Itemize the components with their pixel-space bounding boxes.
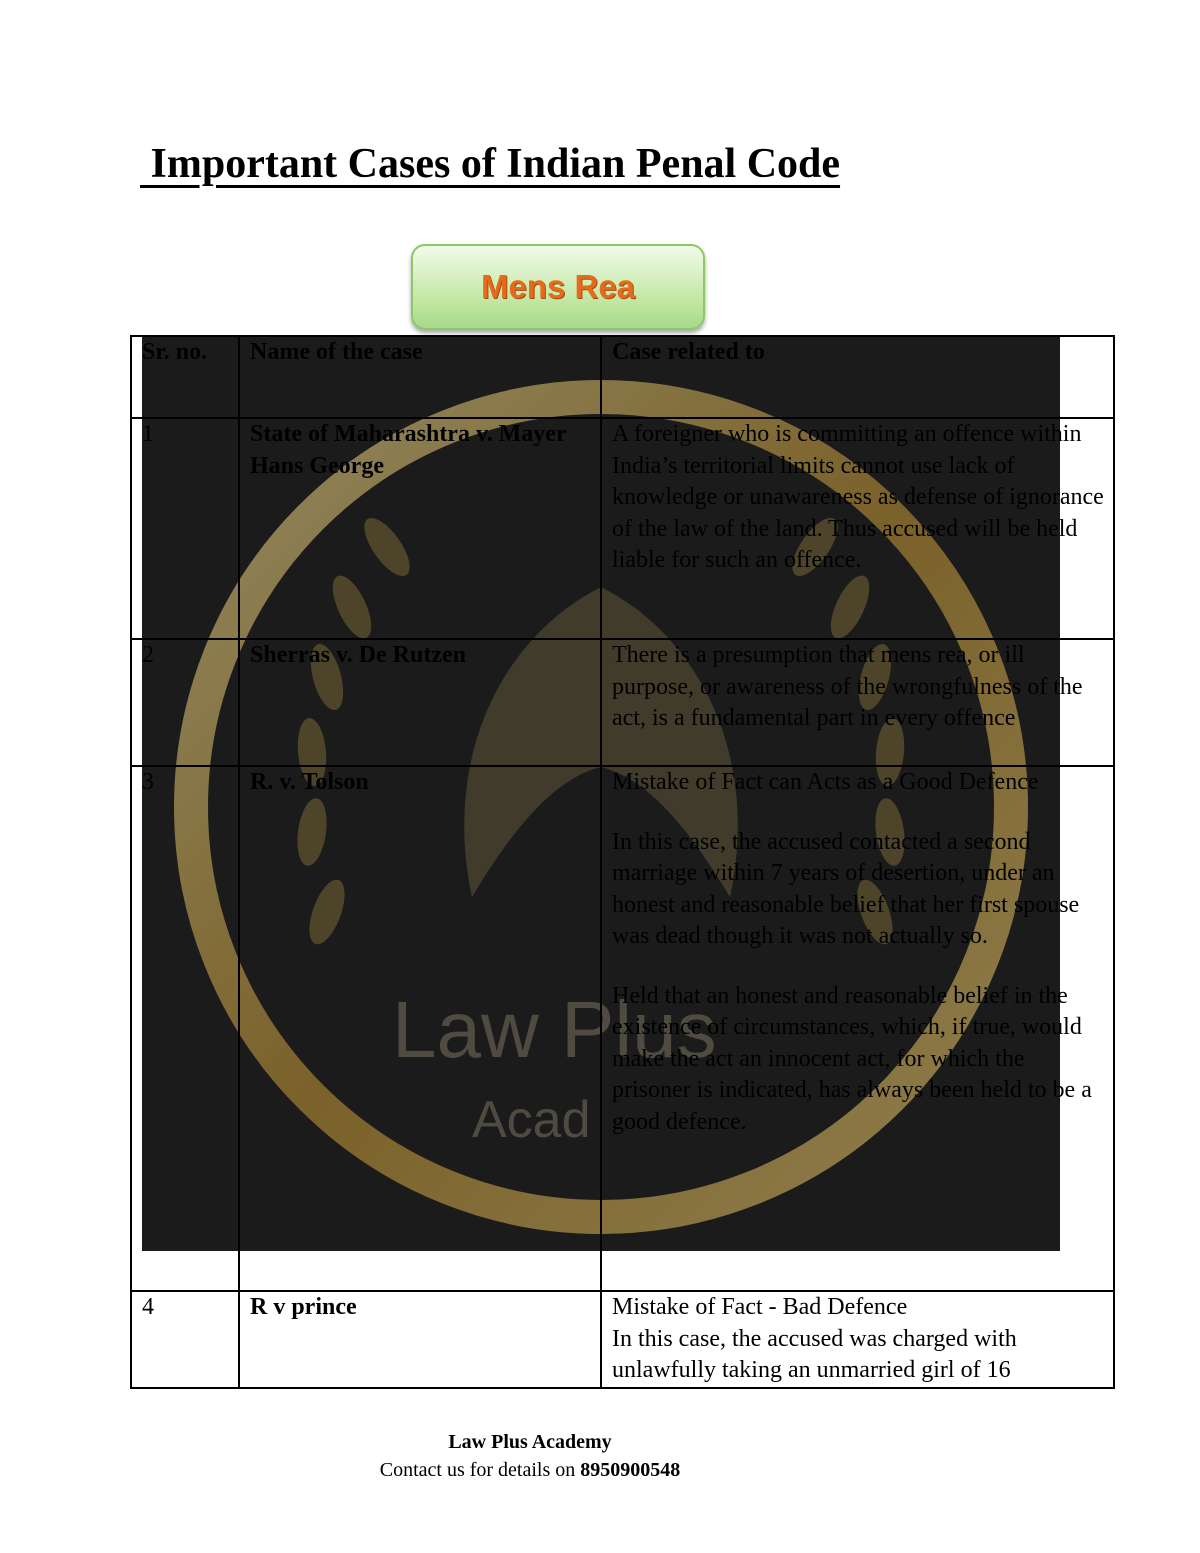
row-sr-no: 4 — [131, 1291, 239, 1388]
footer-contact-text: Contact us for details on — [379, 1459, 581, 1481]
description-paragraph: There is a presumption that mens rea, or ill purpose, or awareness of the wrongfulness of the act, is a fundamental part in every offence — [612, 642, 1083, 731]
cases-table — [130, 335, 1115, 1389]
watermark-text-line1: Law Plus — [392, 985, 717, 1074]
row-case-description — [601, 1291, 1114, 1388]
description-paragraph: A foreigner who is committing an offence within India’s territorial limits cannot use lack of knowledge or unawareness as defense of ignorance of the law of the land. Thus accused will be held liable for such an offence. — [612, 421, 1104, 573]
table-row — [131, 639, 1114, 766]
row-case-name: R. v. Tolson — [239, 766, 601, 1291]
footer-phone-number: 8950900548 — [580, 1459, 681, 1481]
row-case-name: Sherras v. De Rutzen — [239, 639, 601, 766]
watermark-text-line2: Acad — [472, 1091, 591, 1149]
description-paragraph: Mistake of Fact can Acts as a Good Defence — [612, 769, 1039, 795]
description-paragraph: Held that an honest and reasonable belief in the existence of circumstances, which, if true, would make the act an innocent act, for which the prisoner is indicated, has always been held to be a good defence. — [612, 982, 1092, 1135]
row-sr-no: 2 — [131, 639, 239, 766]
row-sr-no: 3 — [131, 766, 239, 1291]
section-badge — [411, 244, 705, 330]
row-case-name: R v prince — [239, 1291, 601, 1388]
page-title: Important Cases of Indian Penal Code — [140, 141, 841, 187]
page-footer — [0, 1428, 1060, 1484]
table-row — [131, 1291, 1114, 1388]
row-sr-no: 1 — [131, 418, 239, 639]
row-case-description — [601, 766, 1114, 1291]
row-case-description — [601, 639, 1114, 766]
table-row — [131, 766, 1114, 1291]
table-header-row — [131, 336, 1114, 418]
description-paragraph: Mistake of Fact - Bad Defence In this case, the accused was charged with unlawfully taking an unmarried girl of 16 — [612, 1294, 1017, 1383]
footer-contact-line — [0, 1456, 1060, 1484]
section-badge-label: Mens Rea — [480, 268, 636, 305]
description-paragraph: In this case, the accused contacted a second marriage within 7 years of desertion, under an honest and reasonable belief that her first spouse was dead though it was not actually so. — [612, 828, 1080, 949]
header-sr-no: Sr. no. — [131, 336, 239, 418]
header-case-name: Name of the case — [239, 336, 601, 418]
row-case-description — [601, 418, 1114, 639]
table-row — [131, 418, 1114, 639]
row-case-name: State of Maharashtra v. Mayer Hans George — [239, 418, 601, 639]
footer-academy-name: Law Plus Academy — [448, 1431, 612, 1453]
header-case-related: Case related to — [601, 336, 1114, 418]
